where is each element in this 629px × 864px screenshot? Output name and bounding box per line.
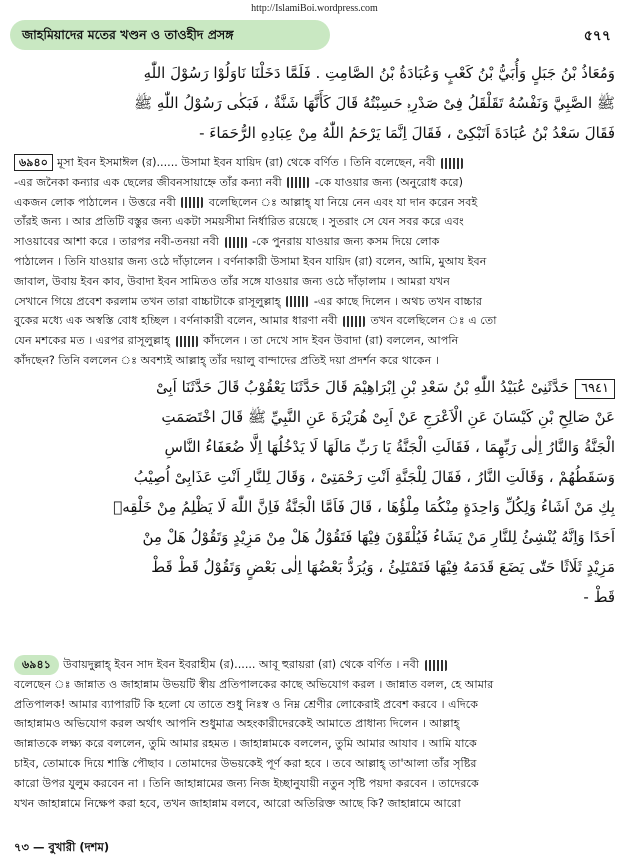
page-number: ৫৭৭ — [583, 28, 611, 44]
hadith-number: ৬৯৪০ — [14, 154, 53, 171]
text-line: একজন লোক পাঠালেন । উত্তরে নবী — [14, 195, 176, 209]
text-line: তাঁরই জন্য । আর প্রতিটি বস্তুর জন্য একটা সময়সীমা নির্ধারিত রয়েছে । সুতরাং সে যেন সবর করে এবং — [14, 215, 464, 229]
salawat-icon — [181, 197, 203, 208]
salawat-icon — [286, 296, 308, 307]
text-line: প্রতিপালক! আমার ব্যাপারটি কি হলো যে তাতে শুধু নিঃস্ব ও নিম্ন শ্রেণীর লোকেরাই প্রবেশ করবে । এদিকে — [14, 697, 479, 711]
text-line: তখন বলেছিলেন ঃ এ তো — [370, 314, 497, 328]
hadith-6941-arabic — [14, 372, 615, 612]
text-line: জাহান্নামও অভিযোগ করল অর্থাৎ আপনি শুধুমাত্র অহংকারীদেরকেই আমাতে প্রাধান্য দিলেন । আল্লাহ্ — [14, 717, 460, 731]
hadith-6940 — [14, 153, 615, 371]
text-line: -কে যাওয়ার জন্য (অনুরোধ করে) — [314, 175, 464, 189]
text-line: -এর জনৈকা কন্যার এক ছেলের জীবনসায়াহ্নে তাঁর কন্যা নবী — [14, 175, 282, 189]
arabic-line: وَسَقَطُهُمْ ، وَقَالَتِ النَّارُ ، فَقَالَ لِلْجَنَّةِ اَنْتِ رَحْمَتِىْ ، وَقَالَ لِلنَّارِ اَنْتِ عَذَابِىْ اُصِيْبُ — [133, 468, 615, 486]
text-line: সাওয়াবের আশা করে । তারপর নবী-তনয়া নবী — [14, 235, 219, 249]
text-line: জান্নাতকে লক্ষ্য করে বললেন, তুমি আমার রহমত । জাহান্নামকে বললেন, তুমি আমার আযাব । আমি যাকে — [14, 737, 477, 751]
salawat-icon — [441, 158, 463, 169]
arabic-line: الْجَنَّةُ وَالنَّارُ اِلٰى رَبِّهِمَا ، فَقَالَتِ الْجَنَّةُ يَا رَبِّ مَالَهَا لَا يَدْخُلُهَا اِلَّا ضُعَفَاءُ النَّاسِ — [164, 438, 615, 456]
text-line: পাঠালেন । তিনি যাওয়ার জন্য ওঠে দাঁড়ালেন । বর্ণনাকারী উসামা ইবন যায়িদ (রা) বলেন, আমি, মুআয ইবন — [14, 254, 487, 268]
salawat-icon — [425, 660, 447, 671]
chapter-title: জাহমিয়াদের মতের খণ্ডন ও তাওহীদ প্রসঙ্গ — [10, 20, 330, 50]
hadith-number-arabic: ٦٩٤١ — [575, 379, 615, 399]
text-line: কাঁদছেন? তিনি বললেন ঃ অবশ্যই আল্লাহ্ তাঁর দয়ালু বান্দাদের প্রতিই দয়া প্রদর্শন করে থাকেন । — [14, 353, 439, 367]
arabic-line: عَنْ صَالِحِ بْنِ كَيْسَانَ عَنِ الْاَعْرَجِ عَنْ اَبِىْ هُرَيْرَةَ عَنِ النَّبِيِّ ﷺ قَالَ اخْتَصَمَتِ — [161, 408, 615, 426]
hadith-number: ৬৯৪১ — [14, 655, 59, 675]
arabic-line: قَطْ - — [583, 588, 615, 606]
arabic-line: حَدَّثَنِىْ عُبَيْدُ اللّٰهِ بْنُ سَعْدِ بْنِ اِبْرَاهِيْمَ قَالَ حَدَّثَنَا يَعْقُوْبُ قَالَ حَدَّثَنَا اَبِىْ — [155, 378, 570, 396]
text-line: চাইব, তোমাকে দিয়ে শাস্তি পৌছাব । তোমাদের উভয়কেই পূর্ণ করা হবে । তবে আল্লাহ্ তা'আলা তাঁর সৃষ্টির — [14, 756, 477, 770]
arabic-line: مَزِيْدٍ ثَلَاثًا حَتّٰى يَضَعَ قَدَمَهُ فِيْهَا فَتَمْتَلِئُ ، وَيُرَدُّ بَعْضُهَا اِلٰى بَعْضٍ وَتَقُوْلُ قَطْ قَطْ — [151, 558, 615, 576]
salawat-icon — [225, 237, 247, 248]
arabic-line: ﷺ الصَّبِيَّ وَنَفْسُهُ تَقَلْقَلُ فِىْ صَدْرِهٖ حَسِبْتُهُ قَالَ كَأَنَّهَا شَنَّةٌ ، فَبَكٰى رَسُوْلُ اللّٰهِ ﷺ — [133, 94, 615, 112]
text-line: বলেছিলেন ঃ আল্লাহ্ যা নিয়ে নেন এবং যা দান করেন সবই — [208, 195, 478, 209]
text-line: -কে পুনরায় যাওয়ার জন্য কসম দিয়ে লোক — [252, 235, 440, 249]
salawat-icon — [287, 177, 309, 188]
arabic-line: بِكِ مَنْ اَشَاءُ وَلِكُلِّ وَاحِدَةٍ مِنْكُمَا مِلْؤُهَا ، قَالَ فَاَمَّا الْجَنَّةُ فَاِنَّ اللّٰهَ لَا يَظْلِمُ مِنْ خَلْقِهٖ — [113, 498, 615, 516]
text-line: কাঁদলেন । তা দেখে সাদ ইবন উবাদা (রা) বললেন, আপনি — [203, 334, 459, 348]
page-header — [10, 18, 611, 52]
text-line: জাবাল, উবায় ইবন কাব, উবাদা ইবন সামিতও তাঁর সঙ্গে যাওয়ার জন্য ওঠে দাঁড়ালাম । আমরা যখন — [14, 274, 450, 288]
text-line: বলেছেন ঃ জান্নাত ও জাহান্নাম উভয়টি স্বীয় প্রতিপালকের কাছে অভিযোগ করল । জান্নাত বলল, হে আমার — [14, 677, 494, 691]
text-line: মূসা ইবন ইসমাঈল (র)...... উসামা ইবন যায়িদ (রা) থেকে বর্ণিত । তিনি বলেছেন, নবী — [57, 156, 436, 169]
arabic-line: وَمُعَاذُ بْنُ جَبَلٍ وَأُبَيُّ بْنُ كَعْبٍ وَعُبَادَةُ بْنُ الصَّامِتِ . فَلَمَّا دَخَلْنَا نَاوَلُوْا رَسُوْلَ اللّٰهِ — [143, 64, 615, 82]
salawat-icon — [176, 336, 198, 347]
text-line: উবায়দুল্লাহ্ ইবন সাদ ইবন ইবরাহীম (র)...... আবূ হুরায়রা (রা) থেকে বর্ণিত । নবী — [63, 658, 420, 671]
source-url: http://IslamiBoi.wordpress.com — [251, 3, 378, 14]
arabic-line: اَحَدًا وَاِنَّهُ يُنْشِئُ لِلنَّارِ مَنْ يَشَاءُ فَيُلْقَوْنَ فِيْهَا فَتَقُوْلُ هَلْ مِنْ مَزِيْدٍ وَتَقُوْلُ هَلْ مِنْ — [142, 528, 615, 546]
text-line: কারো উপর যুলুম করবেন না । তিনি জাহান্নামের জন্য নিজ ইচ্ছানুযায়ী নতুন সৃষ্টি পয়দা করবেন । তাদেরকে — [14, 776, 479, 790]
arabic-continuation — [14, 58, 615, 148]
salawat-icon — [343, 316, 365, 327]
arabic-line: فَقَالَ سَعْدُ بْنُ عُبَادَةَ اَتَبْكِىْ ، فَقَالَ اِنَّمَا يَرْحَمُ اللّٰهُ مِنْ عِبَادِهِ الرُّحَمَاءَ - — [199, 124, 615, 142]
text-line: বুকের মধ্যে এক অস্বস্তি বোধ হচ্ছিল । বর্ণনাকারী বলেন, আমার ধারণা নবী — [14, 314, 338, 328]
text-line: যেন মশকের মত । এরপর রাসূলুল্লাহ্ — [14, 334, 170, 348]
hadith-6941 — [14, 655, 615, 813]
text-line: সেখানে গিয়ে প্রবেশ করলাম তখন তারা বাচ্চাটাকে রাসূলুল্লাহ্ — [14, 294, 281, 308]
text-line: -এর কাছে দিলেন । অথচ তখন বাচ্চার — [313, 294, 483, 308]
text-line: যখন জাহান্নামে নিক্ষেপ করা হবে, তখন জাহান্নাম বলবে, আরো অতিরিক্ত আছে কি? জাহান্নামে আরো — [14, 796, 461, 810]
page-footer: ৭৩ — বুখারী (দশম) — [14, 840, 110, 854]
